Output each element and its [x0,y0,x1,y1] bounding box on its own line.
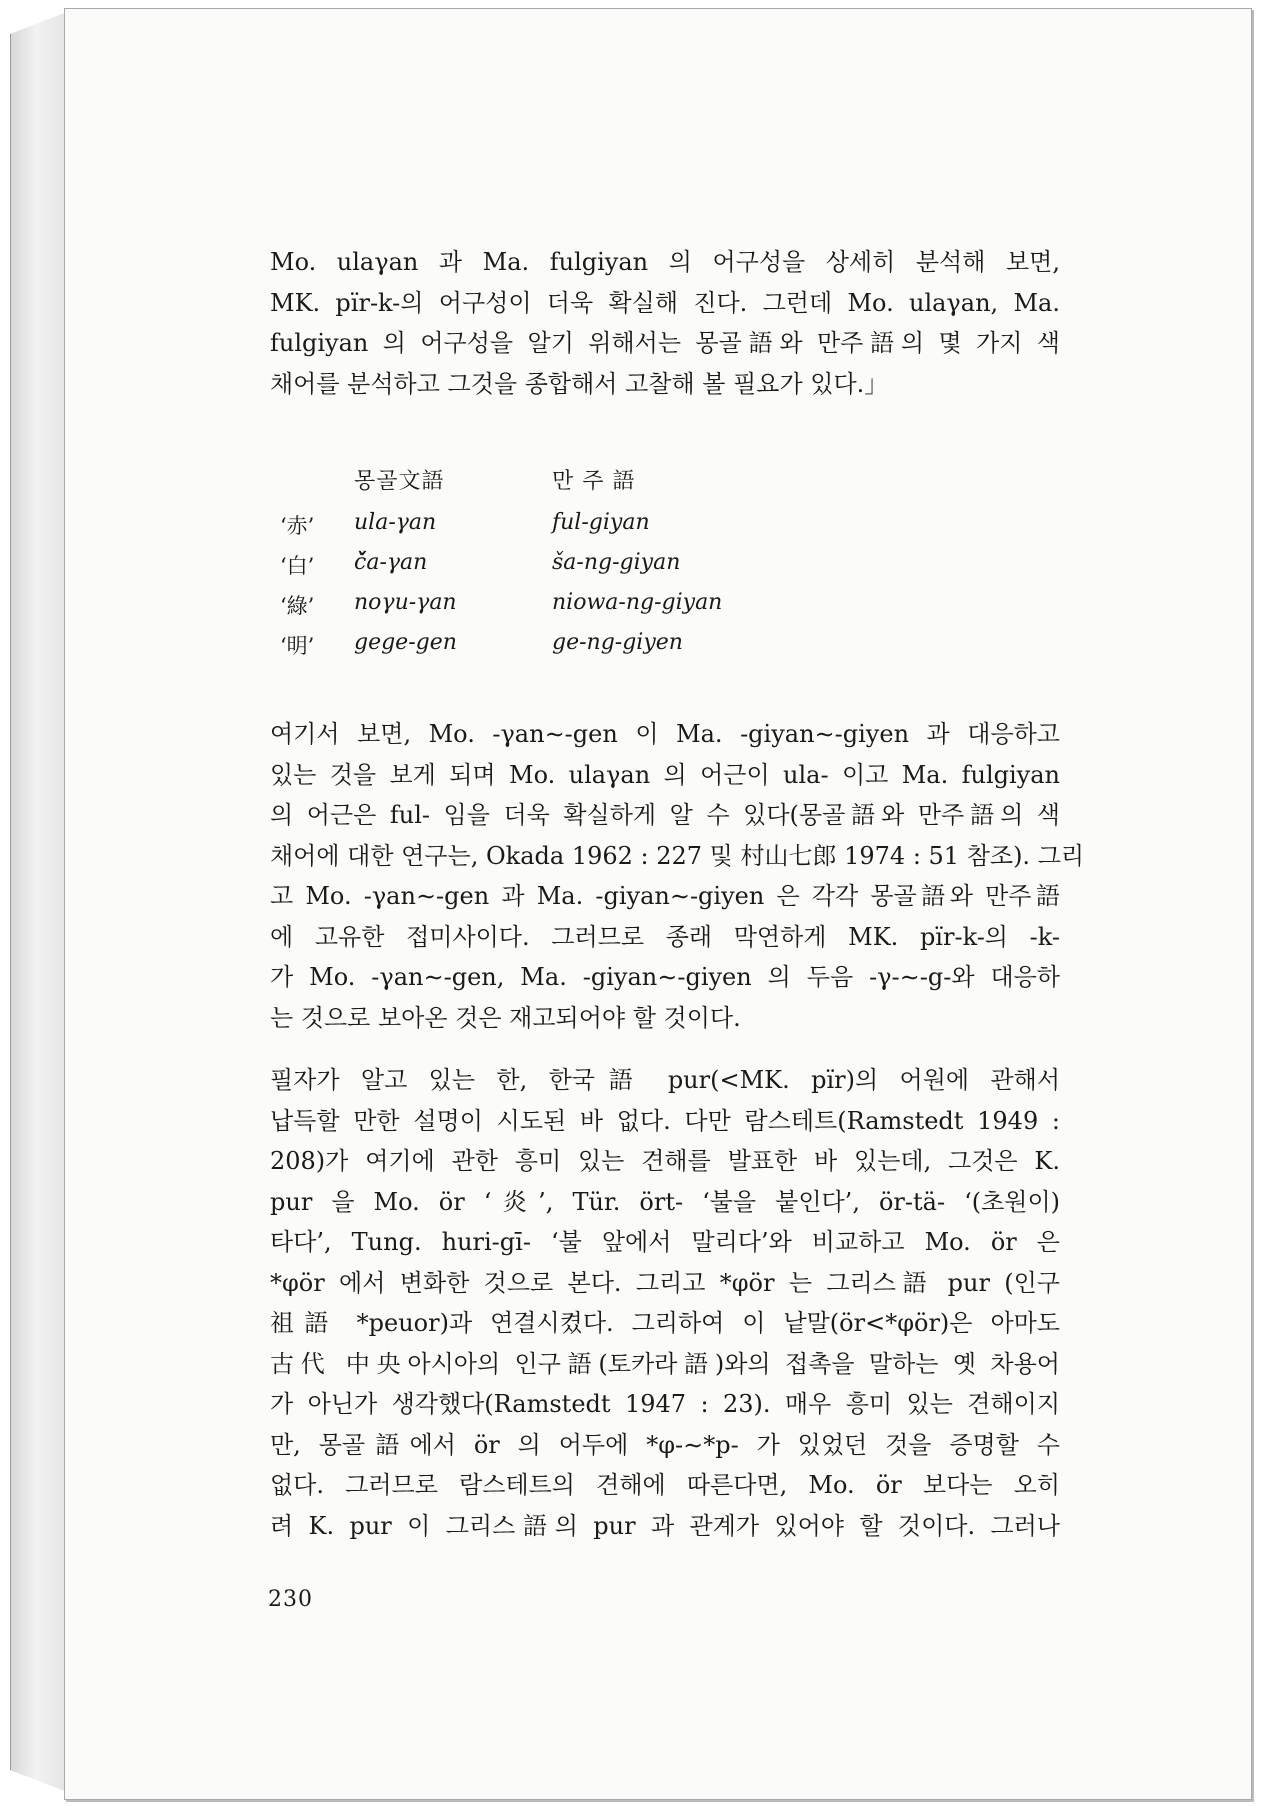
text-line: MK. pïr-k-의 어구성이 더욱 확실해 진다. 그런데 Mo. ulaγan, Ma. [270,288,1060,317]
text-line: 채어에 대한 연구는, Okada 1962 : 227 및 村山七郎 1974 : 51 참조). 그리 [270,841,1085,870]
mongolian-cell: č̌a-γan [354,550,428,575]
text-line: 祖語 *peuor)과 연결시켰다. 그리하여 이 낱말(ör<*φör)은 아마도 [270,1309,1060,1337]
paragraph-3 [270,1060,1060,1546]
manchu-cell: niowa-ng-giyan [552,590,723,615]
mongolian-cell: ula-γan [354,510,437,535]
manchu-cell: ful-giyan [552,510,650,535]
gloss-cell: ‘赤’ [280,514,315,538]
text-line: 는 것으로 보아온 것은 재고되어야 할 것이다. [270,1003,741,1032]
table-row [280,510,800,550]
text-line: 채어를 분석하고 그것을 종합해서 고찰해 볼 필요가 있다.」 [270,369,889,398]
mongolian-cell: noγu-γan [354,590,457,615]
gloss-cell: ‘白’ [280,554,315,578]
text-line: 필자가 알고 있는 한, 한국語 pur(<MK. pïr)의 어원에 관해서 [270,1066,1060,1094]
page-number: 230 [268,1587,313,1612]
table-row [280,630,800,670]
text-line: 에 고유한 접미사이다. 그러므로 종래 막연하게 MK. pïr-k-의 -k- [270,922,1060,951]
text-line: 만, 몽골語에서 ör 의 어두에 *φ-∼*p- 가 있었던 것을 증명할 수 [270,1430,1060,1459]
header-mongolian: 몽골文語 [354,469,445,494]
gloss-cell: ‘綠’ [280,594,315,618]
table-row [280,590,800,630]
text-line: Mo. ulaγan 과 Ma. fulgiyan 의 어구성을 상세히 분석해 보면, [270,248,1060,276]
text-line: 가 아닌가 생각했다(Ramstedt 1947 : 23). 매우 흥미 있는 견해이지 [270,1390,1060,1418]
mongolian-cell: gege-gen [354,630,457,655]
manchu-cell: ge-ng-giyen [552,630,683,655]
text-line: 가 Mo. -γan∼-gen, Ma. -giyan∼-giyen 의 두음 -γ-∼-g-와 대응하 [270,963,1060,991]
text-line: 없다. 그러므로 람스테트의 견해에 따른다면, Mo. ör 보다는 오히 [270,1471,1060,1499]
text-line: 여기서 보면, Mo. -γan∼-gen 이 Ma. -giyan∼-giyen 과 대응하고 [270,720,1060,748]
book-page-edges [10,12,67,1792]
color-term-table [280,464,800,670]
text-line: fulgiyan 의 어구성을 알기 위해서는 몽골語와 만주語의 몇 가지 색 [270,329,1060,357]
text-line: *φör 에서 변화한 것으로 본다. 그리고 *φör 는 그리스語 pur (인구 [270,1268,1060,1297]
header-manchu: 만 주 語 [552,469,636,494]
text-line: 납득할 만한 설명이 시도된 바 없다. 다만 람스테트(Ramstedt 1949 : [270,1106,1060,1135]
text-line: 려 K. pur 이 그리스語의 pur 과 관계가 있어야 할 것이다. 그러나 [270,1511,1060,1540]
text-line: pur 을 Mo. ör ‘炎’, Tür. ört- ‘불을 붙인다’, ör-tä- ‘(초원이) [270,1187,1060,1216]
table-row [280,550,800,590]
text-line: 타다’, Tung. huri-gī- ‘불 앞에서 말리다’와 비교하고 Mo. ör 은 [270,1228,1060,1256]
text-line: 있는 것을 보게 되며 Mo. ulaγan 의 어근이 ula- 이고 Ma. fulgiyan [270,760,1060,789]
gloss-cell: ‘明’ [280,634,315,658]
text-line: 208)가 여기에 관한 흥미 있는 견해를 발표한 바 있는데, 그것은 K. [270,1147,1060,1175]
text-line: 古代 中央아시아의 인구語(토카라語)와의 접촉을 말하는 옛 차용어 [270,1349,1060,1378]
paragraph-1 [270,242,1060,404]
manchu-cell: ša-ng-giyan [552,550,681,575]
paragraph-2 [270,714,1085,1038]
text-line: 의 어근은 ful- 임을 더욱 확실하게 알 수 있다(몽골語와 만주語의 색 [270,801,1060,829]
text-line: 고 Mo. -γan∼-gen 과 Ma. -giyan∼-giyen 은 각각 몽골語와 만주語 [270,882,1060,910]
table-header-row [280,464,800,510]
